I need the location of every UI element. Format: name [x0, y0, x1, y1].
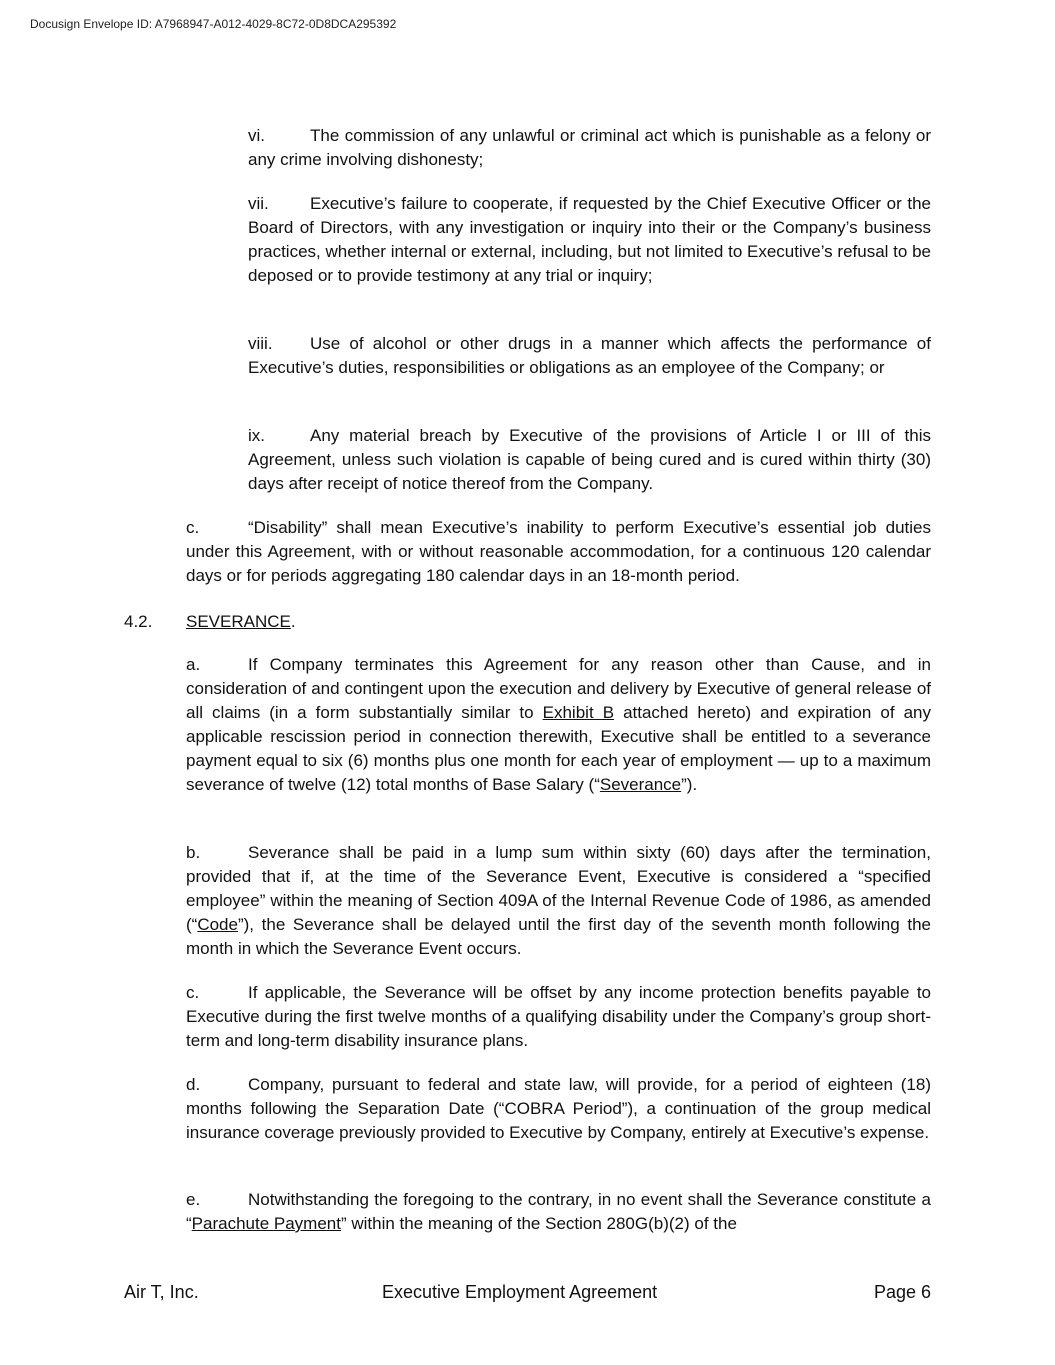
defined-term: Code: [197, 915, 238, 934]
defined-term: Parachute Payment: [191, 1214, 341, 1233]
paragraph-number: a.: [186, 655, 201, 674]
clause-text: Any material breach by Executive of the provisions of Article I or III of this Agreement, unless such violation is capable of being cured and is cured within thirty (30) days after receipt of notice thereof from the Company.: [248, 426, 931, 493]
clause-viii: [248, 332, 931, 380]
clause-number: ix.: [248, 426, 265, 445]
paragraph-text: “Disability” shall mean Executive’s inability to perform Executive’s essential job duties under this Agreement, with or without reasonable accommodation, for a continuous 120 calendar days or for periods aggregating 180 calendar days in an 18-month period.: [186, 518, 931, 585]
envelope-id: Docusign Envelope ID: A7968947-A012-4029-8C72-0D8DCA295392: [30, 17, 397, 31]
paragraph-text: attached hereto) and expiration of any applicable rescission period in connection therewith, Executive shall be entitled to a severance payment equal to six (6) months plus one month for each year of employment — up to a maximum severance of twelve (12) total months of Base Salary (“: [186, 703, 931, 794]
clause-number: vii.: [248, 194, 269, 213]
paragraph-text: ”).: [681, 775, 698, 794]
paragraph-text: Company, pursuant to federal and state law, will provide, for a period of eighteen (18) months following the Separation Date (“COBRA Period”), a continuation of the group medical insurance coverage previously provided to Executive by Company, entirely at Executive’s expense.: [186, 1075, 931, 1142]
footer-document-title: Executive Employment Agreement: [382, 1282, 658, 1302]
paragraph-number: e.: [186, 1190, 201, 1209]
section-number: 4.2.: [124, 612, 153, 631]
clause-text: Use of alcohol or other drugs in a manner which affects the performance of Executive’s duties, responsibilities or obligations as an employee of the Company; or: [248, 334, 931, 377]
severance-paragraph-a: [186, 653, 931, 797]
footer-page-number: Page 6: [874, 1282, 932, 1302]
severance-paragraph-c: [186, 981, 931, 1053]
paragraph-text: ” within the meaning of the Section 280G(b)(2) of the: [340, 1214, 737, 1233]
paragraph-text: Severance shall be paid in a lump sum within sixty (60) days after the termination, provided that if, at the time of the Severance Event, Executive is considered a “specified employee” within the meaning of Section 409A of the Internal Revenue Code of 1986, as amended (“: [186, 843, 931, 934]
section-title: SEVERANCE: [186, 612, 291, 631]
clause-text: The commission of any unlawful or criminal act which is punishable as a felony or any crime involving dishonesty;: [248, 126, 931, 169]
defined-term: Severance: [599, 775, 682, 794]
exhibit-reference: Exhibit B: [542, 703, 615, 722]
severance-paragraph-e: [186, 1188, 931, 1236]
severance-paragraph-b: [186, 841, 931, 961]
paragraph-number: d.: [186, 1075, 201, 1094]
paragraph-number: c.: [186, 518, 200, 537]
paragraph-number: b.: [186, 843, 201, 862]
clause-number: vi.: [248, 126, 265, 145]
clause-vi: [248, 124, 931, 172]
paragraph-text: If applicable, the Severance will be offset by any income protection benefits payable to Executive during the first twelve months of a qualifying disability under the Company’s group short-term and long-term disability insurance plans.: [186, 983, 931, 1050]
clause-text: Executive’s failure to cooperate, if requested by the Chief Executive Officer or the Board of Directors, with any investigation or inquiry into their or the Company’s business practices, whether internal or external, including, but not limited to Executive’s refusal to be deposed or to provide testimony at any trial or inquiry;: [248, 194, 931, 285]
paragraph-text: ”), the Severance shall be delayed until the first day of the seventh month following the month in which the Severance Event occurs.: [186, 915, 931, 958]
clause-number: viii.: [248, 334, 273, 353]
paragraph-text: If Company terminates this Agreement for any reason other than Cause, and in consideration of and contingent upon the execution and delivery by Executive of general release of all claims (in a form substantially similar to: [186, 655, 931, 722]
paragraph-text: Notwithstanding the foregoing to the contrary, in no event shall the Severance constitute a “: [186, 1190, 931, 1233]
section-title-suffix: .: [290, 612, 296, 631]
clause-vii: [248, 192, 931, 288]
clause-ix: [248, 424, 931, 496]
severance-paragraph-d: [186, 1073, 931, 1145]
paragraph-number: c.: [186, 983, 200, 1002]
footer-company: Air T, Inc.: [124, 1282, 199, 1302]
disability-definition: [186, 516, 931, 588]
section-heading: [186, 610, 296, 634]
